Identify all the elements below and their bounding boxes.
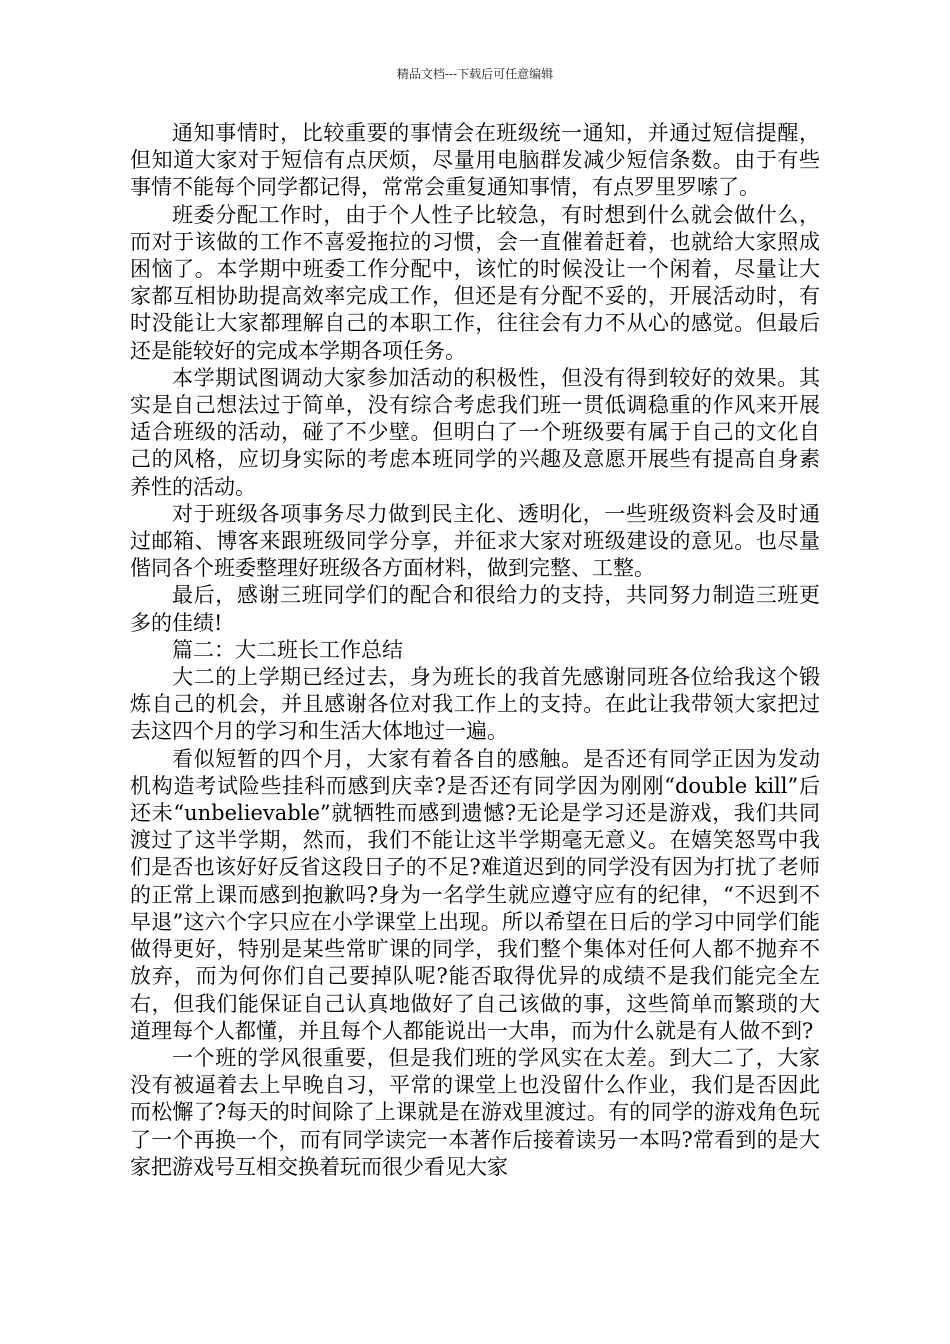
paragraph: 对于班级各项事务尽力做到民主化、透明化，一些班级资料会及时通过邮箱、博客来跟班级同学分享，并征求大家对班级建设的意见。也尽量偕同各个班委整理好班级各方面材料，做到完整、工整。 <box>130 501 820 581</box>
paragraph: 通知事情时，比较重要的事情会在班级统一通知，并通过短信提醒，但知道大家对于短信有点厌烦，尽量用电脑群发减少短信条数。由于有些事情不能每个同学都记得，常常会重复通知事情，有点罗里罗嗦了。 <box>130 121 820 200</box>
paragraph: 本学期试图调动大家参加活动的积极性，但没有得到较好的效果。其实是自己想法过于简单，没有综合考虑我们班一贯低调稳重的作风来开展适合班级的活动，碰了不少壁。但明白了一个班级要有属于自己的文化自己的风格，应切身实际的考虑本班同学的兴趣及意愿开展些有提高自身素养性的活动。 <box>130 365 820 499</box>
section-heading: 篇二：大二班长工作总结 <box>172 637 403 662</box>
document-body <box>130 120 820 1181</box>
paragraph: 班委分配工作时，由于个人性子比较急，有时想到什么就会做什么，而对于该做的工作不喜爱拖拉的习惯，会一直催着赶着，也就给大家照成困恼了。本学期中班委工作分配中，该忙的时候没让一个闲着，尽量让大家都互相协助提高效率完成工作，但还是有分配不妥的，开展活动时，有时没能让大家都理解自己的本职工作，往往会有力不从心的感觉。但最后还是能较好的完成本学期各项任务。 <box>130 202 820 363</box>
paragraph: 一个班的学风很重要，但是我们班的学风实在太差。到大二了，大家没有被逼着去上早晚自习，平常的课堂上也没留什么作业，我们是否因此而松懈了?每天的时间除了上课就是在游戏里渡过。有的同学的游戏角色玩了一个再换一个，而有同学读完一本著作后接着读另一本吗?常看到的是大家把游戏号互相交换着玩而很少看见大家 <box>130 1045 820 1179</box>
paragraph: 看似短暂的四个月，大家有着各自的感触。是否还有同学正因为发动机构造考试险些挂科而感到庆幸?是否还有同学因为刚刚“double kill”后还未“unbelievable”就牺牲而感到遗憾?无论是学习还是游戏，我们共同渡过了这半学期，然而，我们不能让这半学期毫无意义。在嬉笑怒骂中我们是否也该好好反省这段日子的不足?难道迟到的同学没有因为打扰了老师的正常上课而感到抱歉吗?身为一名学生就应遵守应有的纪律，“不迟到不早退”这六个字只应在小学课堂上出现。所以希望在日后的学习中同学们能做得更好，特别是某些常旷课的同学，我们整个集体对任何人都不抛弃不放弃，而为何你们自己要掉队呢?能否取得优异的成绩不是我们能完全左右，但我们能保证自己认真地做好了自己该做的事，这些简单而繁琐的大道理每个人都懂，并且每个人都能说出一大串，而为什么就是有人做不到? <box>130 746 820 1043</box>
paragraph: 大二的上学期已经过去，身为班长的我首先感谢同班各位给我这个锻炼自己的机会，并且感谢各位对我工作上的支持。在此让我带领大家把过去这四个月的学习和生活大体地过一遍。 <box>130 665 820 744</box>
page-header: 精品文档---下载后可任意编辑 <box>396 67 554 81</box>
paragraph: 最后，感谢三班同学们的配合和很给力的支持，共同努力制造三班更多的佳绩! <box>130 583 820 635</box>
